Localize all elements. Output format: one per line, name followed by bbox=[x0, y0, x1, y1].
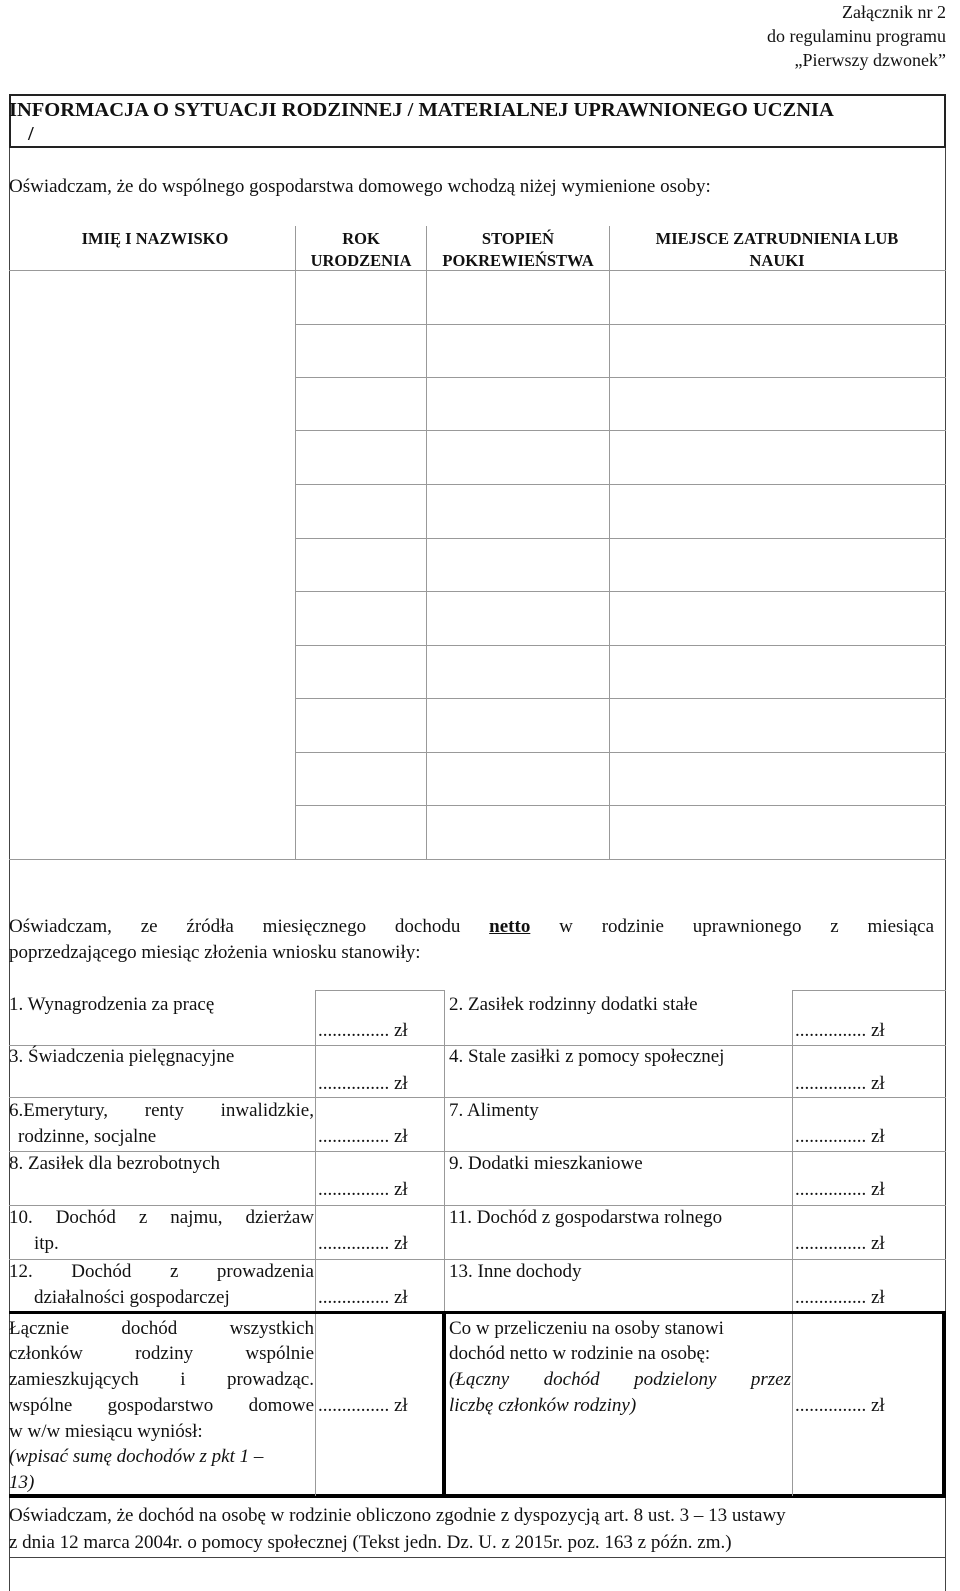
income-item-8: 8. Zasiłek dla bezrobotnych bbox=[9, 1153, 221, 1174]
income-item-12-line2: działalności gospodarczej bbox=[34, 1287, 230, 1308]
col-sep-3 bbox=[609, 226, 610, 859]
income-item-6-line2: rodzinne, socjalne bbox=[18, 1126, 157, 1147]
totals-divider bbox=[442, 1311, 446, 1497]
footer-line-2: z dnia 12 marca 2004r. o pomocy społecznej (Tekst jedn. Dz. U. z 2015r. poz. 163 z późn. zm.) bbox=[9, 1532, 732, 1553]
income-item-10-line2: itp. bbox=[34, 1233, 59, 1254]
income-value-10[interactable]: ............... zł bbox=[318, 1233, 408, 1254]
income-value-2[interactable]: ............... zł bbox=[795, 1020, 885, 1041]
income-value-top-a bbox=[315, 990, 445, 991]
col-header-workplace-line1: MIEJSCE ZATRUDNIENIA LUB bbox=[655, 229, 899, 248]
totals-right-border bbox=[942, 1311, 946, 1497]
row-sep-8 bbox=[295, 698, 946, 699]
totals-top-border bbox=[9, 1311, 946, 1314]
income-value-8[interactable]: ............... zł bbox=[318, 1179, 408, 1200]
income-intro-part2: w rodzinie uprawnionego z miesiąca bbox=[559, 916, 935, 937]
col-header-year-line2: URODZENIA bbox=[310, 251, 412, 270]
row-sep-6 bbox=[295, 591, 946, 592]
income-value-13[interactable]: ............... zł bbox=[795, 1287, 885, 1308]
income-item-10-line1: 10. Dochód z najmu, dzierżaw bbox=[9, 1207, 314, 1228]
total-line-6: (wpisać sumę dochodów z pkt 1 – bbox=[9, 1446, 264, 1467]
col-header-workplace-line2: NAUKI bbox=[749, 251, 805, 270]
per-person-line-1: Co w przeliczeniu na osoby stanowi bbox=[449, 1318, 724, 1339]
attachment-program-name: „Pierwszy dzwonek” bbox=[794, 50, 946, 70]
income-intro-line1 bbox=[9, 914, 934, 940]
totals-value-border-a bbox=[315, 1314, 316, 1496]
total-line-2: członków rodziny wspólnie bbox=[9, 1343, 314, 1364]
col-sep-1 bbox=[295, 226, 296, 859]
income-item-9: 9. Dodatki mieszkaniowe bbox=[449, 1153, 643, 1174]
row-sep-10 bbox=[295, 805, 946, 806]
income-item-6-line1: 6.Emerytury, renty inwalidzkie, bbox=[9, 1100, 314, 1121]
attachment-number: Załącznik nr 2 bbox=[842, 2, 946, 22]
totals-bottom-left-border bbox=[9, 1494, 446, 1498]
row-sep-0 bbox=[9, 270, 946, 271]
row-sep-3 bbox=[295, 430, 946, 431]
col-header-kinship-line1: STOPIEŃ bbox=[481, 229, 555, 248]
row-sep-4 bbox=[295, 484, 946, 485]
col-header-kinship-line2: POKREWIEŃSTWA bbox=[442, 251, 594, 270]
col-header-workplace bbox=[612, 228, 942, 272]
total-line-5: w w/w miesiącu wyniósł: bbox=[9, 1421, 203, 1442]
income-intro-line2: poprzedzającego miesiąc złożenia wniosku stanowiły: bbox=[9, 942, 421, 963]
income-intro-netto: netto bbox=[489, 916, 531, 937]
income-intro-part1: Oświadczam, ze źródła miesięcznego dochodu bbox=[9, 916, 461, 937]
income-value-top-b bbox=[792, 990, 946, 991]
income-value-6[interactable]: ............... zł bbox=[318, 1126, 408, 1147]
income-value-4[interactable]: ............... zł bbox=[795, 1073, 885, 1094]
totals-bottom-right-border bbox=[442, 1494, 946, 1498]
col-header-year bbox=[296, 228, 426, 272]
col-header-kinship bbox=[428, 228, 608, 272]
income-value-1[interactable]: ............... zł bbox=[318, 1020, 408, 1041]
page-title: INFORMACJA O SYTUACJI RODZINNEJ / MATERIALNEJ UPRAWNIONEGO UCZNIA bbox=[9, 99, 834, 121]
total-income-value[interactable]: ............... zł bbox=[318, 1395, 408, 1416]
income-item-12-line1: 12. Dochód z prowadzenia bbox=[9, 1261, 314, 1282]
income-value-3[interactable]: ............... zł bbox=[318, 1073, 408, 1094]
col-sep-2 bbox=[426, 226, 427, 859]
title-slash: / bbox=[28, 123, 34, 145]
income-item-1: 1. Wynagrodzenia za pracę bbox=[9, 994, 215, 1015]
income-value-7[interactable]: ............... zł bbox=[795, 1126, 885, 1147]
income-item-7: 7. Alimenty bbox=[449, 1100, 539, 1121]
per-person-line-4: liczbę członków rodziny) bbox=[449, 1395, 637, 1416]
total-line-7: 13) bbox=[9, 1472, 35, 1493]
footer-bottom-border bbox=[9, 1557, 946, 1558]
attachment-regulation: do regulaminu programu bbox=[767, 26, 946, 46]
income-item-2: 2. Zasiłek rodzinny dodatki stałe bbox=[449, 994, 698, 1015]
income-value-9[interactable]: ............... zł bbox=[795, 1179, 885, 1200]
per-person-line-2: dochód netto w rodzinie na osobę: bbox=[449, 1343, 711, 1364]
col-header-name: IMIĘ I NAZWISKO bbox=[81, 229, 229, 248]
row-sep-1 bbox=[295, 324, 946, 325]
row-sep-7 bbox=[295, 645, 946, 646]
row-sep-5 bbox=[295, 538, 946, 539]
per-person-line-3: (Łączny dochód podzielony przez bbox=[449, 1369, 791, 1390]
household-intro: Oświadczam, że do wspólnego gospodarstwa domowego wchodzą niżej wymienione osoby: bbox=[9, 176, 711, 197]
total-line-4: wspólne gospodarstwo domowe bbox=[9, 1395, 314, 1416]
per-person-value[interactable]: ............... zł bbox=[795, 1395, 885, 1416]
income-value-12[interactable]: ............... zł bbox=[318, 1287, 408, 1308]
row-sep-2 bbox=[295, 377, 946, 378]
row-sep-11 bbox=[9, 859, 946, 860]
footer-line-1: Oświadczam, że dochód na osobę w rodzinie obliczono zgodnie z dyspozycją art. 8 ust. 3 – 13 ustawy bbox=[9, 1505, 786, 1526]
totals-value-border-b bbox=[792, 1314, 793, 1496]
income-value-11[interactable]: ............... zł bbox=[795, 1233, 885, 1254]
income-item-4: 4. Stale zasiłki z pomocy społecznej bbox=[449, 1046, 725, 1067]
income-item-11: 11. Dochód z gospodarstwa rolnego bbox=[449, 1207, 723, 1228]
income-item-3: 3. Świadczenia pielęgnacyjne bbox=[9, 1046, 235, 1067]
total-line-1: Łącznie dochód wszystkich bbox=[9, 1318, 314, 1339]
total-line-3: zamieszkujących i prowadząc. bbox=[9, 1369, 314, 1390]
income-item-13: 13. Inne dochody bbox=[449, 1261, 582, 1282]
col-header-year-line1: ROK bbox=[342, 229, 380, 248]
row-sep-9 bbox=[295, 752, 946, 753]
